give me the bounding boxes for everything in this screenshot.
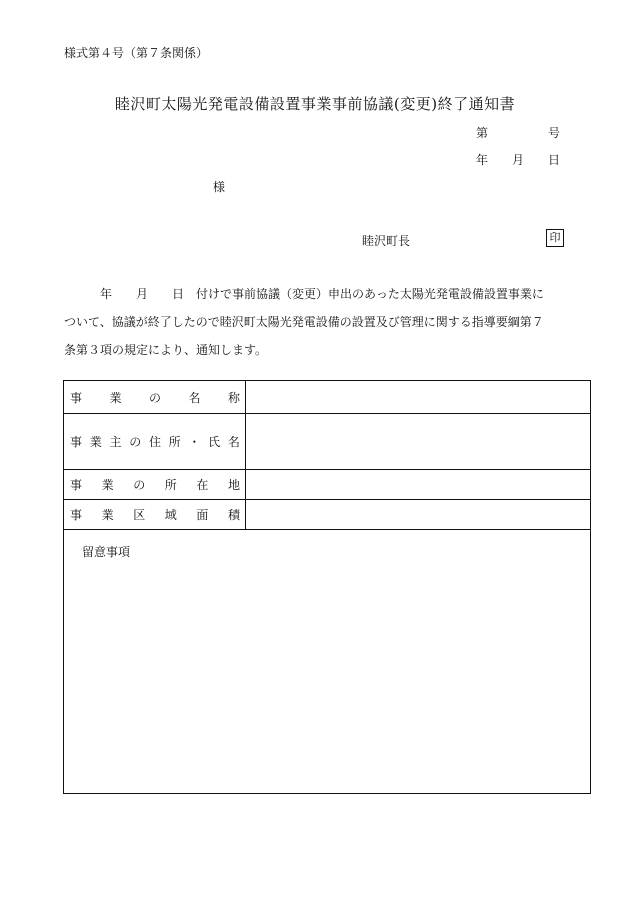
- notes-label: 留意事項: [82, 545, 131, 559]
- date-day: 日: [547, 153, 560, 167]
- project-location-field[interactable]: [245, 470, 590, 499]
- addressee-honorific: 様: [213, 180, 226, 194]
- details-table: [63, 380, 591, 794]
- table-row-project-name: [64, 381, 590, 414]
- row-label: 事 業 区 域 面 積: [70, 508, 240, 522]
- issuer-name: 睦沢町長: [362, 234, 411, 248]
- issue-date: [476, 151, 560, 168]
- project-area-field[interactable]: [245, 500, 590, 529]
- document-number: [476, 124, 560, 141]
- table-row-project-location: [64, 470, 590, 500]
- table-row-project-area: [64, 500, 590, 530]
- document-number-suffix: 号: [547, 126, 560, 140]
- row-label: 事 業 の 所 在 地: [70, 478, 240, 492]
- row-label: 事 業 の 名 称: [70, 390, 240, 405]
- document-number-prefix: 第: [476, 126, 489, 140]
- date-month: 月: [511, 153, 524, 167]
- project-name-field[interactable]: [245, 381, 590, 413]
- form-number: 様式第４号（第７条関係）: [64, 46, 209, 60]
- table-row-operator-address-name: [64, 414, 590, 470]
- operator-address-name-field[interactable]: [245, 414, 590, 469]
- body-text-line-1: 年 月 日 付けで事前協議（変更）申出のあった太陽光発電設備設置事業に: [100, 287, 544, 301]
- row-label: 事 業 主 の 住 所 ・ 氏 名: [70, 435, 240, 449]
- body-text-line-2: ついて、協議が終了したので睦沢町太陽光発電設備の設置及び管理に関する指導要綱第７: [64, 315, 544, 329]
- body-text-line-3: 条第３項の規定により、通知します。: [64, 343, 268, 357]
- date-year: 年: [476, 153, 489, 167]
- seal-mark: 印: [546, 229, 564, 247]
- document-title: 睦沢町太陽光発電設備設置事業事前協議(変更)終了通知書: [114, 95, 516, 113]
